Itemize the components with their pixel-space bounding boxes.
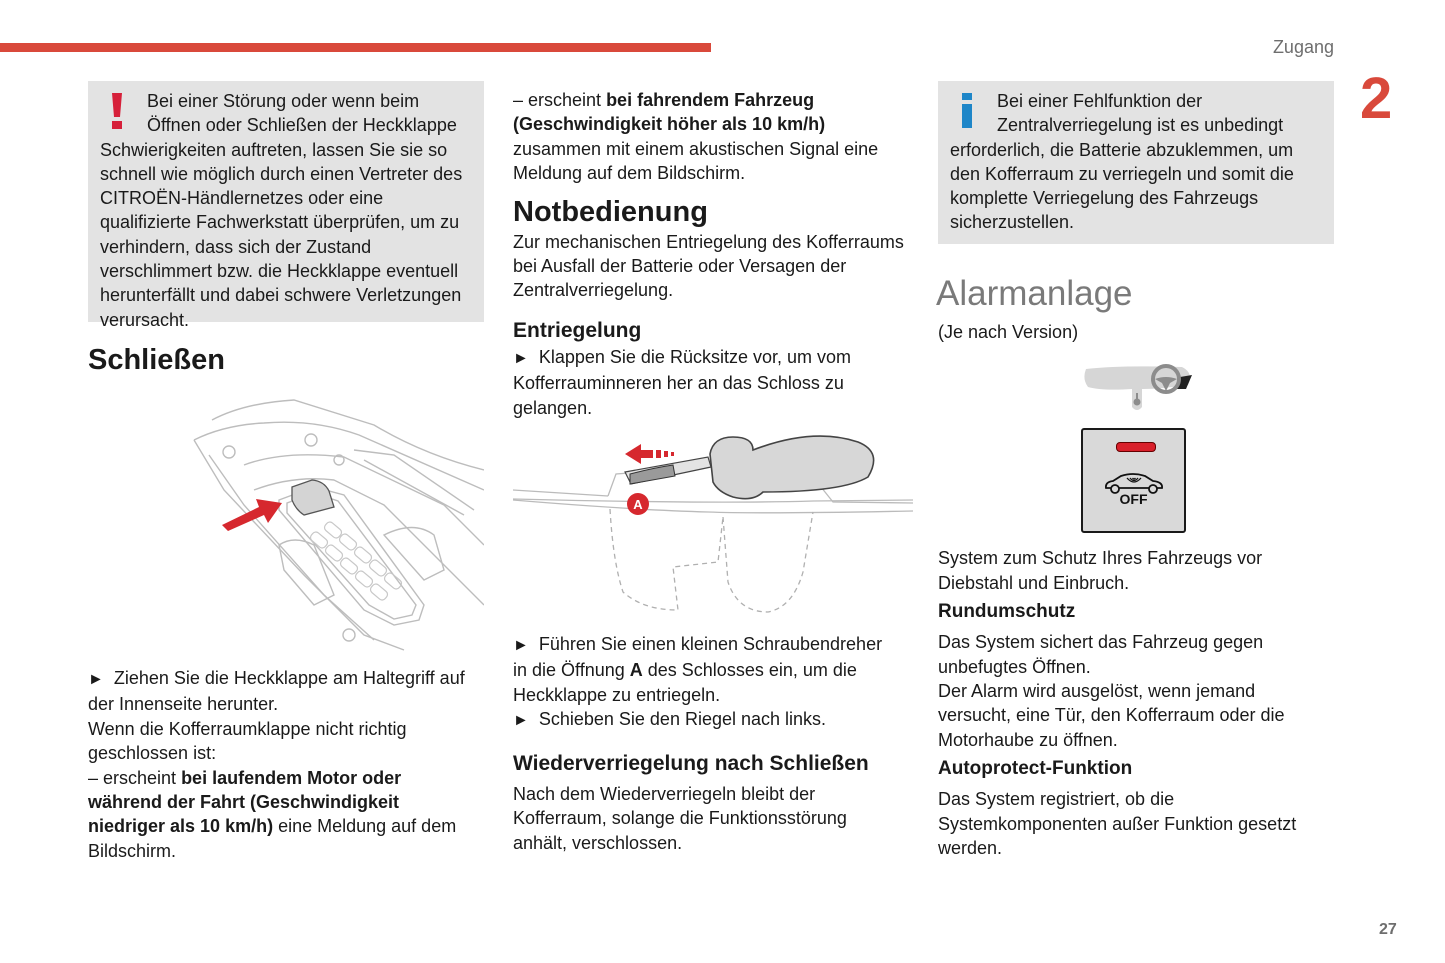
paragraph-text: Wenn die Kofferraumklappe nicht richtig	[88, 718, 407, 739]
section-title: Zugang	[1272, 37, 1334, 57]
column-right	[938, 81, 1334, 860]
paragraph-text: versucht, eine Tür, den Kofferraum oder die	[938, 705, 1285, 726]
paragraph-text: anhält, verschlossen.	[513, 832, 683, 853]
heading-alarmanlage: Alarmanlage	[936, 274, 1133, 313]
warning-line: verursacht.	[100, 309, 190, 330]
warning-line: Öffnen oder Schließen der Heckklappe	[147, 115, 457, 136]
heading-entriegelung: Entriegelung	[513, 318, 642, 342]
instruction-bullet: ► Ziehen Sie die Heckklappe am Haltegriff auf	[88, 666, 484, 692]
warning-line: herunterfällt und dabei schwere Verletzungen	[100, 285, 462, 306]
warning-exclamation-icon	[110, 93, 126, 131]
paragraph-text: Das System sichert das Fahrzeug gegen	[938, 632, 1264, 653]
instruction-text: der Innenseite herunter.	[88, 694, 279, 715]
intro-line: Zur mechanischen Entriegelung des Kofferraums	[513, 231, 904, 252]
dash-item-cont: Meldung auf dem Bildschirm.	[513, 163, 746, 184]
paragraph-text: geschlossen ist:	[88, 743, 217, 764]
warning-line: Bei einer Störung oder wenn beim	[147, 91, 420, 111]
paragraph-text: Das System registriert, ob die	[938, 789, 1175, 810]
instruction-text: Kofferrauminneren her an das Schloss zu	[513, 373, 844, 394]
intro-line: Diebstahl und Einbruch.	[938, 572, 1130, 593]
column-middle	[513, 88, 913, 855]
page-number: 27	[1379, 921, 1397, 938]
paragraph-text: Nach dem Wiederverriegeln bleibt der	[513, 783, 816, 804]
paragraph-text: Motorhaube zu öffnen.	[938, 729, 1118, 750]
info-line: den Kofferraum zu verriegeln und somit die	[950, 163, 1294, 184]
heading-schliessen: Schließen	[88, 344, 225, 376]
warning-line: verhindern, dass sich der Zustand	[100, 236, 372, 257]
dash-item-cont: zusammen mit einem akustischen Signal eine	[513, 138, 879, 159]
dash-item-cont: Bildschirm.	[88, 840, 177, 861]
dash-item: – erscheint bei laufendem Motor oder	[88, 767, 402, 788]
paragraph-text: Der Alarm wird ausgelöst, wenn jemand	[938, 681, 1256, 702]
dash-item-cont: (Geschwindigkeit höher als 10 km/h)	[513, 114, 826, 135]
instruction-bullet: ► Klappen Sie die Rücksitze vor, um vom	[513, 345, 913, 371]
paragraph-text: Kofferraum, solange die Funktionsstörung	[513, 808, 847, 829]
chapter-number: 2	[1360, 66, 1393, 131]
info-notice	[938, 81, 1334, 244]
dash-item: – erscheint bei fahrendem Fahrzeug	[513, 90, 815, 110]
alarm-led-indicator	[1116, 442, 1156, 452]
info-line: komplette Verriegelung des Fahrzeugs	[950, 188, 1259, 209]
intro-line: bei Ausfall der Batterie oder Versagen der	[513, 256, 847, 277]
paragraph-text: werden.	[938, 838, 1003, 859]
warning-line: verschlimmert bzw. die Heckklappe eventuell	[100, 261, 459, 282]
instruction-text: in die Öffnung A des Schlosses ein, um die	[513, 660, 857, 681]
warning-line: Schwierigkeiten auftreten, lassen Sie sie so	[100, 139, 448, 160]
alarm-off-label: OFF	[1119, 491, 1148, 508]
warning-line: qualifizierte Fachwerkstatt überprüfen, um zu	[100, 212, 460, 233]
dash-item-cont: während der Fahrt (Geschwindigkeit	[88, 792, 400, 813]
chapter-accent-bar	[0, 43, 711, 52]
alarm-off-button	[1081, 428, 1186, 533]
warning-line: schnell wie möglich durch einen Vertreter des	[100, 163, 463, 184]
instruction-bullet: ► Führen Sie einen kleinen Schraubendreher	[513, 632, 913, 658]
screwdriver-lock-release-illustration	[513, 432, 913, 617]
tailgate-interior-handle-illustration	[184, 395, 484, 655]
info-line: sicherzustellen.	[950, 212, 1075, 233]
paragraph-text: unbefugtes Öffnen.	[938, 656, 1091, 677]
instruction-text: Heckklappe zu entriegeln.	[513, 684, 721, 705]
heading-rundumschutz: Rundumschutz	[938, 601, 1076, 623]
figure-label-a: A	[633, 497, 643, 513]
info-line: Zentralverriegelung ist es unbedingt	[997, 115, 1284, 136]
heading-notbedienung: Notbedienung	[513, 195, 708, 228]
warning-line: CITROËN-Händlernetzes oder eine	[100, 188, 384, 209]
paragraph-text: Systemkomponenten außer Funktion gesetzt	[938, 813, 1297, 834]
version-note: (Je nach Version)	[938, 322, 1079, 342]
dashboard-location-icon	[1082, 363, 1194, 413]
instruction-bullet: ► Schieben Sie den Riegel nach links.	[513, 707, 913, 733]
instruction-text: gelangen.	[513, 397, 593, 418]
heading-wiederverriegelung: Wiederverriegelung nach Schließen	[513, 751, 869, 775]
dash-item-cont: niedriger als 10 km/h) eine Meldung auf dem	[88, 816, 457, 837]
info-line: erforderlich, die Batterie abzuklemmen, um	[950, 139, 1294, 160]
intro-line: Zentralverriegelung.	[513, 280, 674, 301]
info-line: Bei einer Fehlfunktion der	[997, 91, 1203, 111]
column-left	[88, 81, 484, 863]
heading-autoprotect: Autoprotect-Funktion	[938, 758, 1133, 780]
info-icon	[960, 93, 976, 131]
intro-line: System zum Schutz Ihres Fahrzeugs vor	[938, 548, 1263, 569]
warning-notice	[88, 81, 484, 330]
